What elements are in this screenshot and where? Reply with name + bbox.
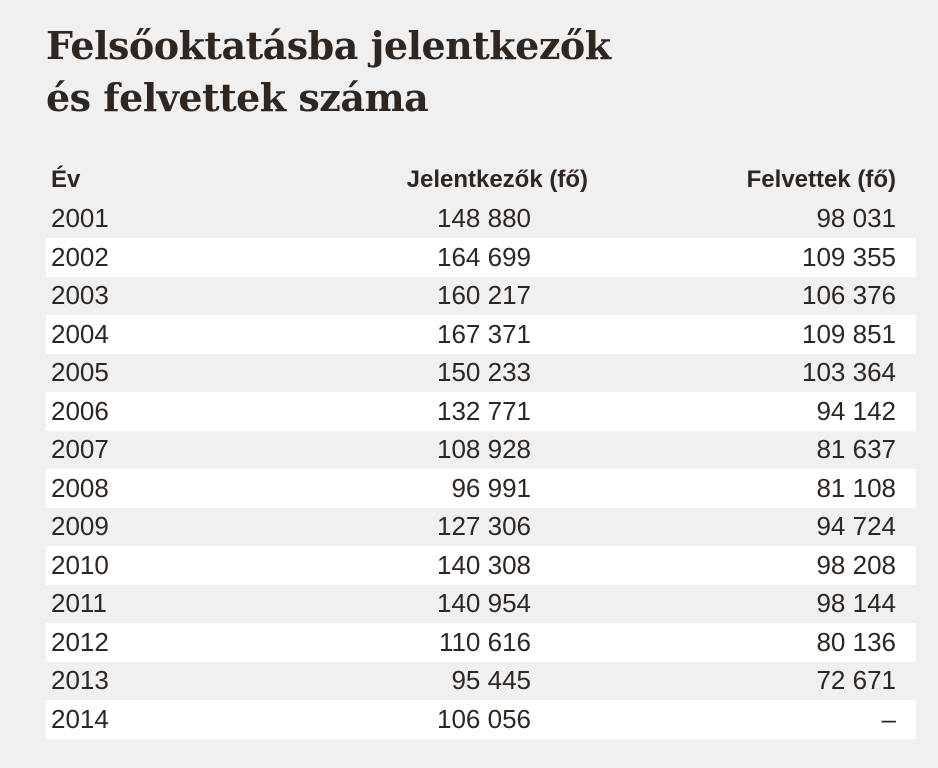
cell-admitted: 94 142 bbox=[816, 395, 896, 426]
cell-applicants: 106 056 bbox=[437, 703, 531, 734]
cell-admitted: – bbox=[881, 703, 896, 734]
cell-year: 2012 bbox=[51, 626, 109, 657]
cell-applicants: 95 445 bbox=[451, 665, 531, 696]
cell-applicants: 132 771 bbox=[437, 395, 531, 426]
cell-year: 2005 bbox=[51, 357, 109, 388]
cell-applicants: 140 308 bbox=[437, 549, 531, 580]
cell-applicants: 140 954 bbox=[437, 588, 531, 619]
cell-applicants: 167 371 bbox=[437, 318, 531, 349]
cell-applicants: 96 991 bbox=[451, 472, 531, 503]
cell-year: 2004 bbox=[51, 318, 109, 349]
cell-applicants: 160 217 bbox=[437, 280, 531, 311]
cell-admitted: 72 671 bbox=[816, 665, 896, 696]
table-row bbox=[46, 662, 916, 701]
cell-admitted: 81 108 bbox=[816, 472, 896, 503]
cell-applicants: 110 616 bbox=[438, 626, 531, 657]
data-table bbox=[46, 161, 916, 739]
header-year: Év bbox=[51, 166, 81, 194]
page-title bbox=[46, 20, 611, 124]
table-row bbox=[46, 200, 916, 239]
table-header bbox=[46, 161, 916, 200]
cell-admitted: 94 724 bbox=[816, 511, 896, 542]
title-line-1: Felsőoktatásba jelentkezők bbox=[46, 23, 611, 68]
cell-year: 2003 bbox=[51, 280, 109, 311]
cell-applicants: 150 233 bbox=[437, 357, 531, 388]
cell-year: 2007 bbox=[51, 434, 109, 465]
table-row bbox=[46, 354, 916, 393]
table-row bbox=[46, 431, 916, 470]
cell-admitted: 98 144 bbox=[816, 588, 896, 619]
cell-admitted: 98 031 bbox=[816, 203, 896, 234]
table-row bbox=[46, 392, 916, 431]
cell-year: 2014 bbox=[51, 703, 109, 734]
table-row bbox=[46, 238, 916, 277]
cell-year: 2006 bbox=[51, 395, 109, 426]
cell-year: 2013 bbox=[51, 665, 109, 696]
table-row bbox=[46, 623, 916, 662]
cell-admitted: 106 376 bbox=[802, 280, 896, 311]
cell-admitted: 81 637 bbox=[816, 434, 896, 465]
cell-admitted: 109 355 bbox=[802, 241, 896, 272]
table-row bbox=[46, 546, 916, 585]
header-applicants: Jelentkezők (fő) bbox=[406, 166, 588, 194]
table-row bbox=[46, 508, 916, 547]
cell-admitted: 98 208 bbox=[816, 549, 896, 580]
cell-admitted: 103 364 bbox=[802, 357, 896, 388]
table-row bbox=[46, 700, 916, 739]
table-row bbox=[46, 277, 916, 316]
cell-applicants: 164 699 bbox=[437, 241, 531, 272]
cell-admitted: 80 136 bbox=[816, 626, 896, 657]
cell-year: 2001 bbox=[51, 203, 109, 234]
table-row bbox=[46, 469, 916, 508]
header-admitted: Felvettek (fő) bbox=[746, 166, 896, 194]
table-row bbox=[46, 315, 916, 354]
cell-year: 2011 bbox=[51, 588, 107, 619]
cell-year: 2010 bbox=[51, 549, 109, 580]
cell-applicants: 108 928 bbox=[437, 434, 531, 465]
cell-admitted: 109 851 bbox=[802, 318, 896, 349]
cell-year: 2002 bbox=[51, 241, 109, 272]
table-body bbox=[46, 200, 916, 739]
cell-applicants: 148 880 bbox=[437, 203, 531, 234]
table-row bbox=[46, 585, 916, 624]
cell-applicants: 127 306 bbox=[437, 511, 531, 542]
cell-year: 2009 bbox=[51, 511, 109, 542]
cell-year: 2008 bbox=[51, 472, 109, 503]
title-line-2: és felvettek száma bbox=[46, 75, 429, 120]
